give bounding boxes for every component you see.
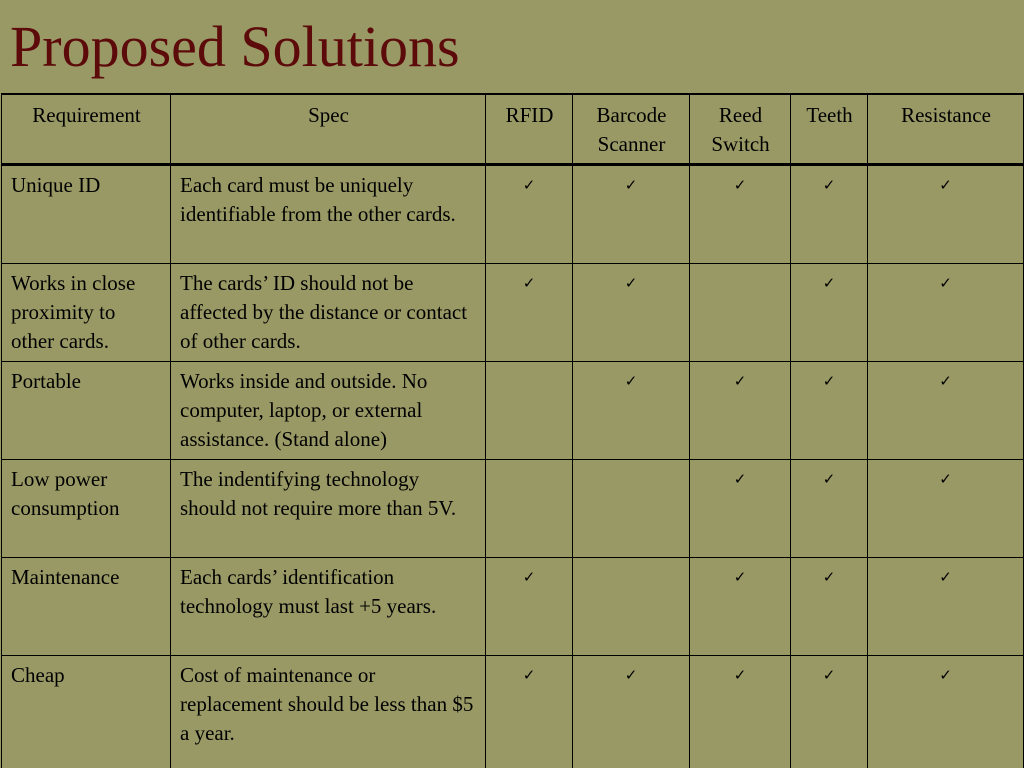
table-row xyxy=(2,460,1024,558)
spec-cell: Cost of maintenance or replacement should be less than $5 a year. xyxy=(171,656,486,768)
table-row xyxy=(2,362,1024,460)
table-row xyxy=(2,558,1024,656)
reed-switch-check-cell: ✓ xyxy=(690,558,791,656)
reed-switch-check-cell: ✓ xyxy=(690,460,791,558)
rfid-check-cell: ✓ xyxy=(486,264,573,362)
rfid-check-cell xyxy=(486,362,573,460)
spec-cell: The cards’ ID should not be affected by the distance or contact of other cards. xyxy=(171,264,486,362)
barcode-scanner-check-cell: ✓ xyxy=(573,165,690,264)
resistance-check-cell: ✓ xyxy=(868,460,1024,558)
teeth-check-cell: ✓ xyxy=(791,460,868,558)
resistance-check-cell: ✓ xyxy=(868,558,1024,656)
column-header-teeth: Teeth xyxy=(791,94,868,165)
requirement-cell: Works in close proximity to other cards. xyxy=(2,264,171,362)
table-row xyxy=(2,656,1024,768)
rfid-check-cell xyxy=(486,460,573,558)
reed-switch-check-cell: ✓ xyxy=(690,362,791,460)
spec-cell: Works inside and outside. No computer, laptop, or external assistance. (Stand alone) xyxy=(171,362,486,460)
spec-cell: Each card must be uniquely identifiable from the other cards. xyxy=(171,165,486,264)
barcode-scanner-check-cell: ✓ xyxy=(573,264,690,362)
barcode-scanner-check-cell: ✓ xyxy=(573,362,690,460)
resistance-check-cell: ✓ xyxy=(868,264,1024,362)
reed-switch-check-cell xyxy=(690,264,791,362)
spec-cell: The indentifying technology should not require more than 5V. xyxy=(171,460,486,558)
rfid-check-cell: ✓ xyxy=(486,656,573,768)
requirement-cell: Low power consumption xyxy=(2,460,171,558)
column-header-rfid: RFID xyxy=(486,94,573,165)
column-header-spec: Spec xyxy=(171,94,486,165)
slide-title: Proposed Solutions xyxy=(10,14,460,79)
solutions-table xyxy=(1,93,1024,768)
reed-switch-check-cell: ✓ xyxy=(690,165,791,264)
barcode-scanner-check-cell xyxy=(573,460,690,558)
rfid-check-cell: ✓ xyxy=(486,165,573,264)
spec-cell: Each cards’ identification technology must last +5 years. xyxy=(171,558,486,656)
column-header-requirement: Requirement xyxy=(2,94,171,165)
column-header-reed-switch: Reed Switch xyxy=(690,94,791,165)
requirement-cell: Maintenance xyxy=(2,558,171,656)
column-header-barcode-scanner: Barcode Scanner xyxy=(573,94,690,165)
resistance-check-cell: ✓ xyxy=(868,165,1024,264)
table-row xyxy=(2,264,1024,362)
barcode-scanner-check-cell xyxy=(573,558,690,656)
header-row xyxy=(2,94,1024,165)
table-row xyxy=(2,165,1024,264)
resistance-check-cell: ✓ xyxy=(868,362,1024,460)
barcode-scanner-check-cell: ✓ xyxy=(573,656,690,768)
teeth-check-cell: ✓ xyxy=(791,165,868,264)
column-header-resistance: Resistance xyxy=(868,94,1024,165)
requirement-cell: Portable xyxy=(2,362,171,460)
teeth-check-cell: ✓ xyxy=(791,558,868,656)
teeth-check-cell: ✓ xyxy=(791,362,868,460)
teeth-check-cell: ✓ xyxy=(791,264,868,362)
requirement-cell: Unique ID xyxy=(2,165,171,264)
teeth-check-cell: ✓ xyxy=(791,656,868,768)
rfid-check-cell: ✓ xyxy=(486,558,573,656)
requirement-cell: Cheap xyxy=(2,656,171,768)
resistance-check-cell: ✓ xyxy=(868,656,1024,768)
reed-switch-check-cell: ✓ xyxy=(690,656,791,768)
